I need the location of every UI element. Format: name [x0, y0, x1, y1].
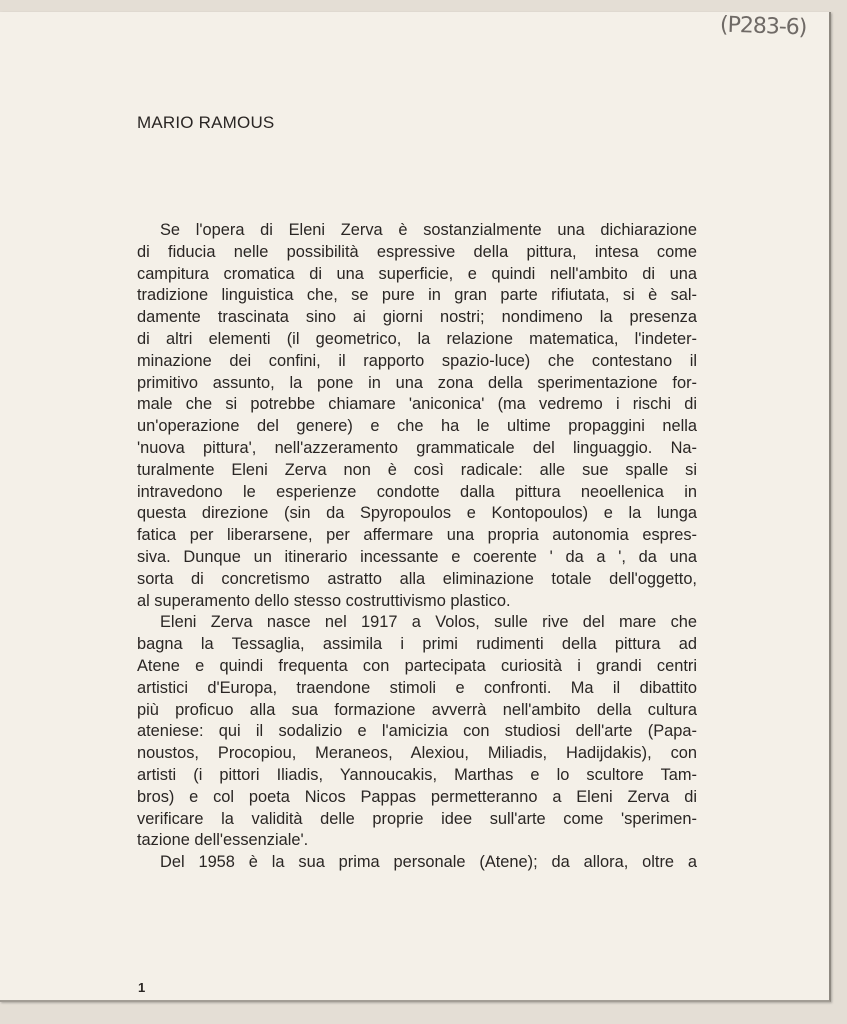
text-line: un'operazione del genere) e che ha le ultime propaggini nella: [137, 417, 697, 436]
text-line: di altri elementi (il geometrico, la relazione matematica, l'indeter-: [137, 329, 697, 348]
text-line: male che si potrebbe chiamare 'aniconica' (ma vedremo i rischi di: [137, 395, 697, 414]
text-line: minazione dei confini, il rapporto spazio-luce) che contestano il: [137, 351, 697, 370]
text-line: turalmente Eleni Zerva non è così radicale: alle sue spalle si: [137, 460, 697, 479]
paragraph: [137, 612, 697, 852]
text-line: Se l'opera di Eleni Zerva è sostanzialmente una dichiarazione: [160, 221, 697, 239]
text-line: Del 1958 è la sua prima personale (Atene); da allora, oltre a: [160, 853, 697, 872]
text-line: questa direzione (sin da Spyropoulos e Kontopoulos) e la lunga: [137, 504, 697, 523]
text-line: damente trascinata sino ai giorni nostri; nondimeno la presenza: [137, 308, 697, 327]
text-line: siva. Dunque un itinerario incessante e coerente ' da a ', da una: [137, 547, 697, 566]
text-line: sorta di concretismo astratto alla eliminazione totale dell'oggetto,: [137, 569, 697, 588]
text-line: ateniese: qui il sodalizio e l'amicizia con studiosi dell'arte (Papa-: [137, 722, 697, 741]
text-line: al superamento dello stesso costruttivismo plastico.: [137, 591, 511, 610]
page-number: 1: [138, 980, 146, 995]
essay-body: [137, 220, 697, 874]
text-line: noustos, Procopiou, Meraneos, Alexiou, Miliadis, Hadijdakis), con: [137, 744, 697, 763]
text-line: tradizione linguistica che, se pure in gran parte rifiutata, si è sal-: [137, 286, 697, 305]
text-line: Eleni Zerva nasce nel 1917 a Volos, sulle rive del mare che: [160, 613, 697, 632]
text-line: campitura cromatica di una superficie, e quindi nell'ambito di una: [137, 264, 697, 283]
text-line: artisti (i pittori Iliadis, Yannoucakis, Marthas e lo scultore Tam-: [137, 765, 697, 784]
text-line: verificare la validità delle proprie idee sull'arte come 'sperimen-: [137, 809, 697, 828]
text-line: intravedono le esperienze condotte dalla pittura neoellenica in: [137, 482, 697, 501]
text-line: bagna la Tessaglia, assimila i primi rudimenti della pittura ad: [137, 635, 697, 654]
text-line: artistici d'Europa, traendone stimoli e confronti. Ma il dibattito: [137, 678, 697, 697]
text-line: più proficuo alla sua formazione avverrà nell'ambito della cultura: [137, 700, 697, 719]
text-line: primitivo assunto, la pone in una zona della sperimentazione for-: [137, 373, 697, 392]
paragraph: [137, 220, 697, 612]
text-line: di fiducia nelle possibilità espressive della pittura, intesa come: [137, 242, 697, 261]
text-line: Atene e quindi frequenta con partecipata curiosità i grandi centri: [137, 656, 697, 675]
text-line: bros) e col poeta Nicos Pappas permetteranno a Eleni Zerva di: [137, 787, 697, 806]
text-line: tazione dell'essenziale'.: [137, 831, 309, 850]
text-line: fatica per liberarsene, per affermare una propria autonomia espres-: [137, 526, 697, 545]
paragraph: [137, 852, 697, 874]
text-line: 'nuova pittura', nell'azzeramento grammaticale del linguaggio. Na-: [137, 438, 697, 457]
handwritten-note: (P283-6): [719, 12, 807, 41]
author-name: MARIO RAMOUS: [137, 113, 275, 132]
